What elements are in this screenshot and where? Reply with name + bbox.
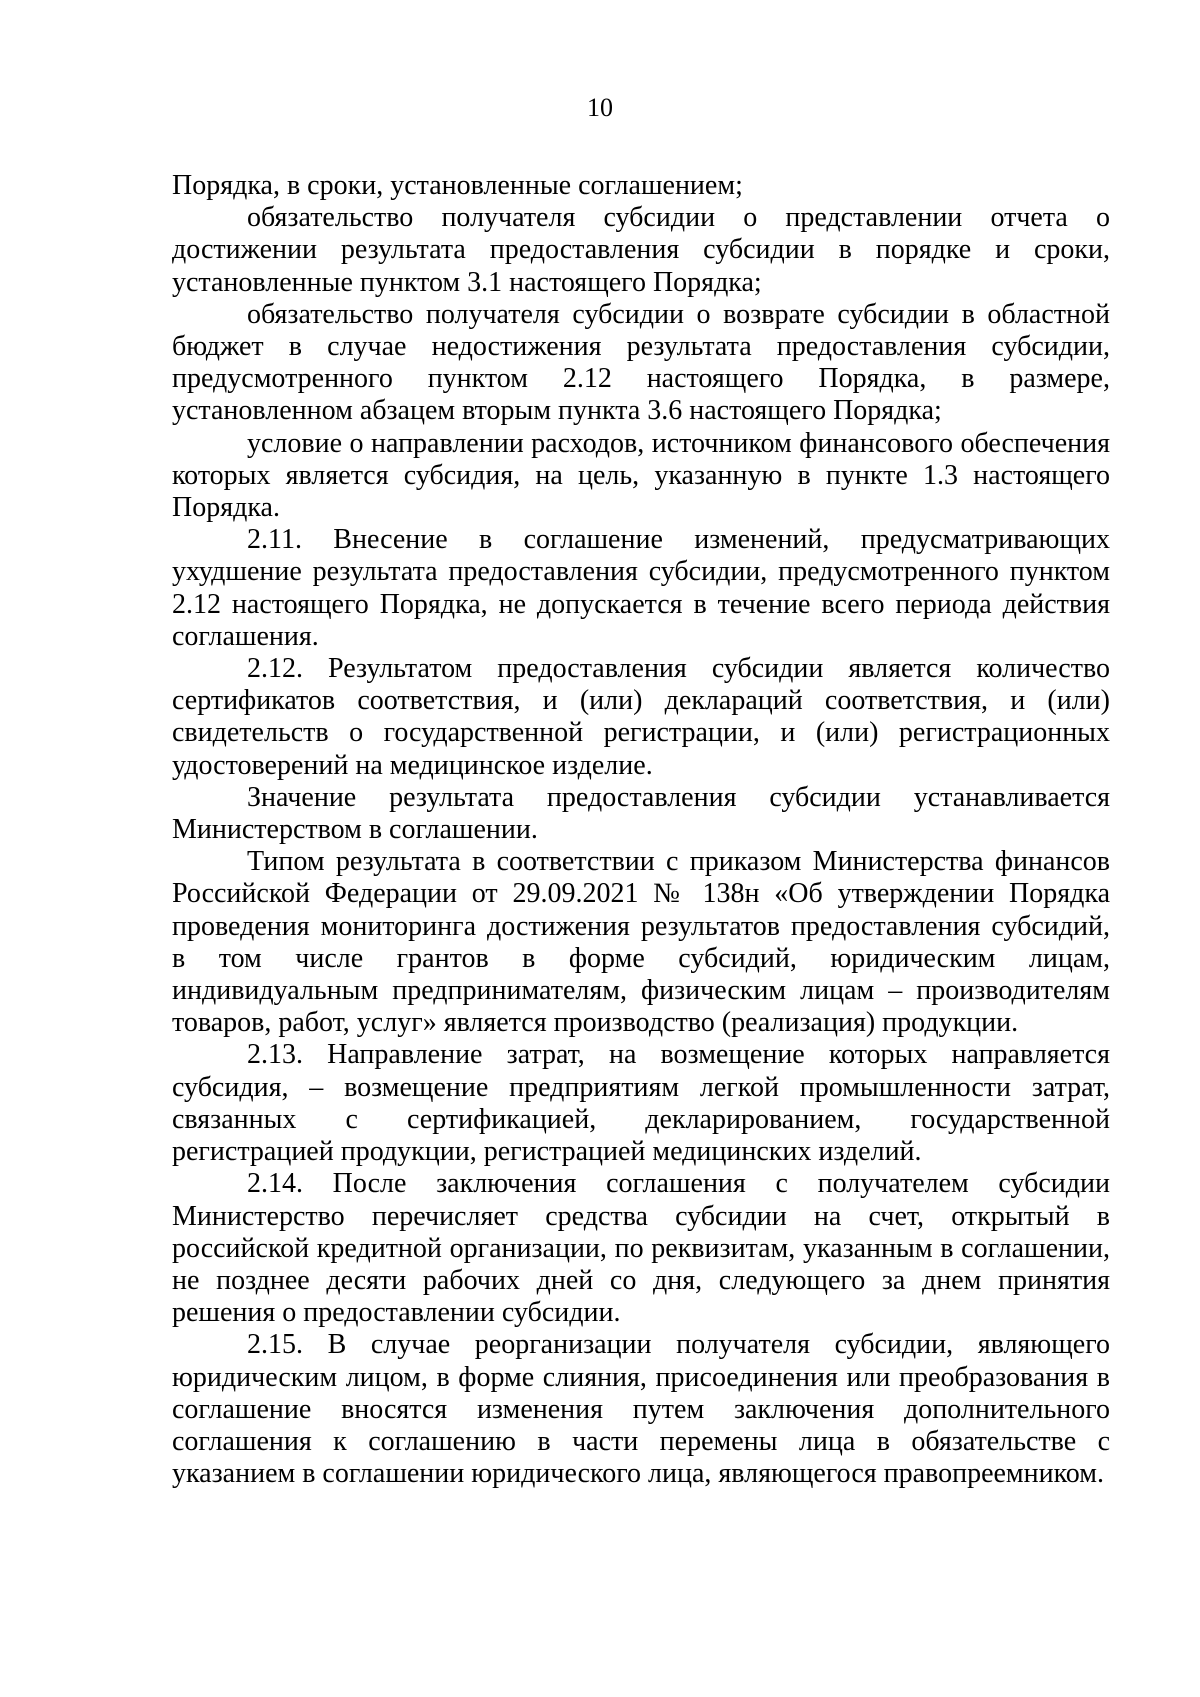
paragraph-2-11: 2.11. Внесение в соглашение изменений, предусматривающих ухудшение результата предоставления субсидии, предусмотренного пунктом 2.12 настоящего Порядка, не допускается в течение всего периода действия соглашения. <box>172 524 1110 652</box>
paragraph-refund-obligation: обязательство получателя субсидии о возврате субсидии в областной бюджет в случае недостижения результата предоставления субсидии, предусмотренного пунктом 2.12 настоящего Порядка, в размере, установленном абзацем вторым пункта 3.6 настоящего Порядка; <box>172 298 1110 427</box>
paragraph-expense-condition: условие о направлении расходов, источником финансового обеспечения которых является субсидия, на цель, указанную в пункте 1.3 настоящего Порядка. <box>172 427 1110 524</box>
paragraph-2-15: 2.15. В случае реорганизации получателя субсидии, являющего юридическим лицом, в форме слияния, присоединения или преобразования в соглашение вносятся изменения путем заключения дополнительного соглашения к соглашению в части перемены лица в обязательстве с указанием в соглашении юридического лица, являющегося правопреемником. <box>172 1329 1110 1490</box>
paragraph-2-13: 2.13. Направление затрат, на возмещение которых направляется субсидия, – возмещение предприятиям легкой промышленности затрат, связанных с сертификацией, декларированием, государственной регистрацией продукции, регистрацией медицинских изделий. <box>172 1039 1110 1168</box>
paragraph-continuation: Порядка, в сроки, установленные соглашением; <box>172 170 743 201</box>
document-body <box>172 170 1110 1490</box>
paragraph-2-12: 2.12. Результатом предоставления субсидии является количество сертификатов соответствия, и (или) деклараций соответствия, и (или) свидетельств о государственной регистрации, и (или) регистрационных удостоверений на медицинское изделие. <box>172 653 1110 781</box>
paragraph-2-14: 2.14. После заключения соглашения с получателем субсидии Министерство перечисляет средства субсидии на счет, открытый в российской кредитной организации, по реквизитам, указанным в соглашении, не позднее десяти рабочих дней со дня, следующего за днем принятия решения о предоставлении субсидии. <box>172 1168 1110 1329</box>
paragraph-result-value: Значение результата предоставления субсидии устанавливается Министерством в соглашении. <box>172 781 1110 846</box>
page-number: 10 <box>587 93 613 122</box>
paragraph-report-obligation: обязательство получателя субсидии о представлении отчета о достижении результата предоставления субсидии в порядке и сроки, установленные пунктом 3.1 настоящего Порядка; <box>172 202 1110 298</box>
paragraph-result-type: Типом результата в соответствии с приказом Министерства финансов Российской Федерации от 29.09.2021 № 138н «Об утверждении Порядка проведения мониторинга достижения результатов предоставления субсидий, в том числе грантов в форме субсидий, юридическим лицам, индивидуальным предпринимателям, физическим лицам – производителям товаров, работ, услуг» является производство (реализация) продукции. <box>172 846 1110 1039</box>
